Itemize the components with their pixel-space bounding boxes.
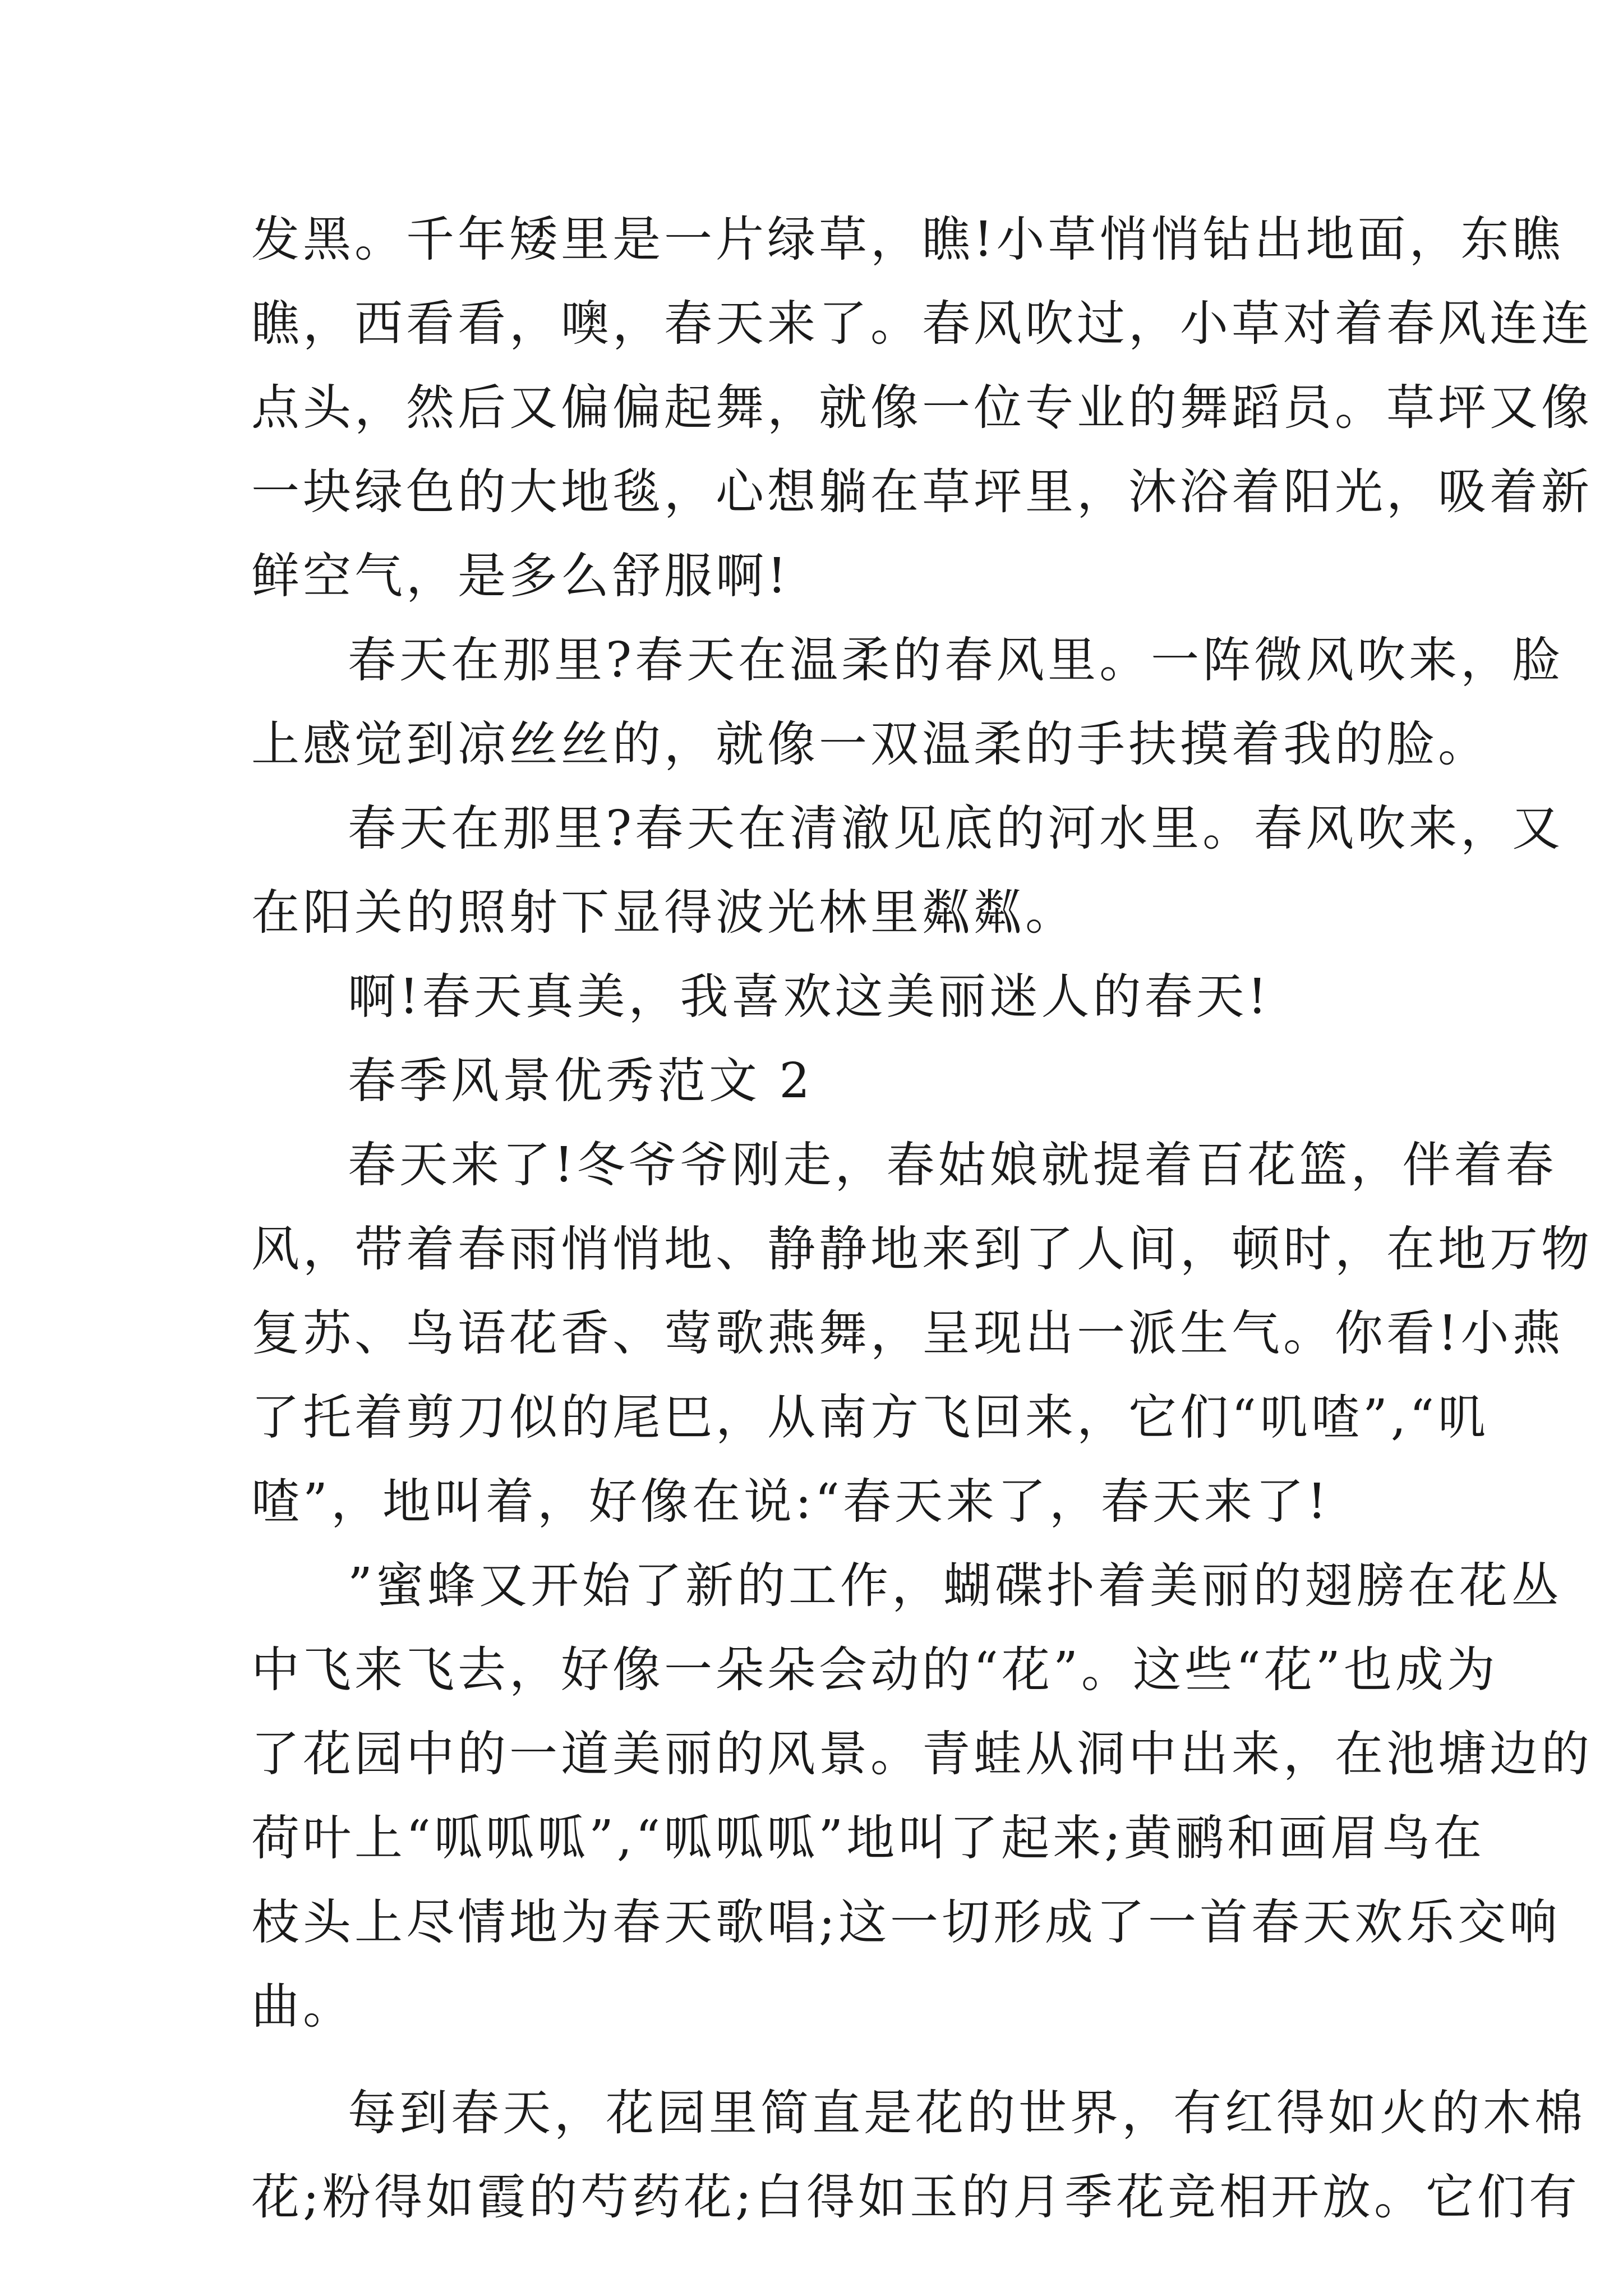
text-line: 春季风景优秀范文 2 [348,1053,814,1109]
paragraph [251,1544,1593,2049]
text-line: 点头，然后又偏偏起舞，就像一位专业的舞蹈员。草坪又像 [251,380,1593,436]
paragraph [251,786,1564,955]
text-line: 在阳关的照射下显得波光林里粼粼。 [251,885,1077,941]
text-line: 中飞来飞去，好像一朵朵会动的“花”。这些“花”也成为 [251,1642,1498,1698]
document-body [251,197,1593,2239]
paragraph [251,2071,1586,2239]
text-line: 了托着剪刀似的尾巴，从南方飞回来，它们“叽喳”,“叽 [251,1389,1490,1446]
text-line: 风，带着春雨悄悄地、静静地来到了人间，顿时，在地万物 [251,1221,1593,1277]
text-line: 了花园中的一道美丽的风景。青蛙从洞中出来，在池塘边的 [251,1726,1593,1782]
text-line: 花;粉得如霞的芍药花;白得如玉的月季花竞相开放。它们有 [251,2169,1580,2225]
paragraph [251,1039,1390,1123]
text-line: 春天在那里?春天在温柔的春风里。一阵微风吹来，脸 [348,632,1564,688]
text-line: 瞧，西看看，噢，春天来了。春风吹过，小草对着春风连连 [251,296,1593,352]
paragraph [251,955,1390,1039]
text-line: 一块绿色的大地毯，心想躺在草坪里，沐浴着阳光，吸着新 [251,464,1593,520]
text-line: 鲜空气，是多么舒服啊! [251,548,790,604]
text-line: 复苏、鸟语花香、莺歌燕舞，呈现出一派生气。你看!小燕 [251,1305,1564,1361]
text-line: 荷叶上“呱呱呱”,“呱呱呱”地叫了起来;黄鹂和画眉鸟在 [251,1810,1486,1866]
text-line: 上感觉到凉丝丝的，就像一双温柔的手扶摸着我的脸。 [251,716,1490,772]
text-line: 枝头上尽情地为春天歌唱;这一切形成了一首春天欢乐交响 [251,1894,1561,1950]
text-line: ”蜜蜂又开始了新的工作，蝴碟扑着美丽的翅膀在花丛 [348,1558,1562,1614]
text-line: 曲。 [251,1978,354,2035]
text-line: 喳”，地叫着，好像在说:“春天来了，春天来了! [251,1474,1330,1530]
text-line: 每到春天，花园里简直是花的世界，有红得如火的木棉 [348,2085,1586,2141]
text-line: 发黑。千年矮里是一片绿草，瞧!小草悄悄钻出地面，东瞧 [251,211,1564,268]
paragraph [251,197,1593,618]
text-line: 啊!春天真美，我喜欢这美丽迷人的春天! [348,969,1271,1025]
text-line: 春天来了!冬爷爷刚走，春姑娘就提着百花篮，伴着春 [348,1137,1557,1193]
text-line: 春天在那里?春天在清澈见底的河水里。春风吹来，又 [348,800,1564,857]
paragraph [251,618,1564,786]
paragraph [251,1123,1593,1544]
